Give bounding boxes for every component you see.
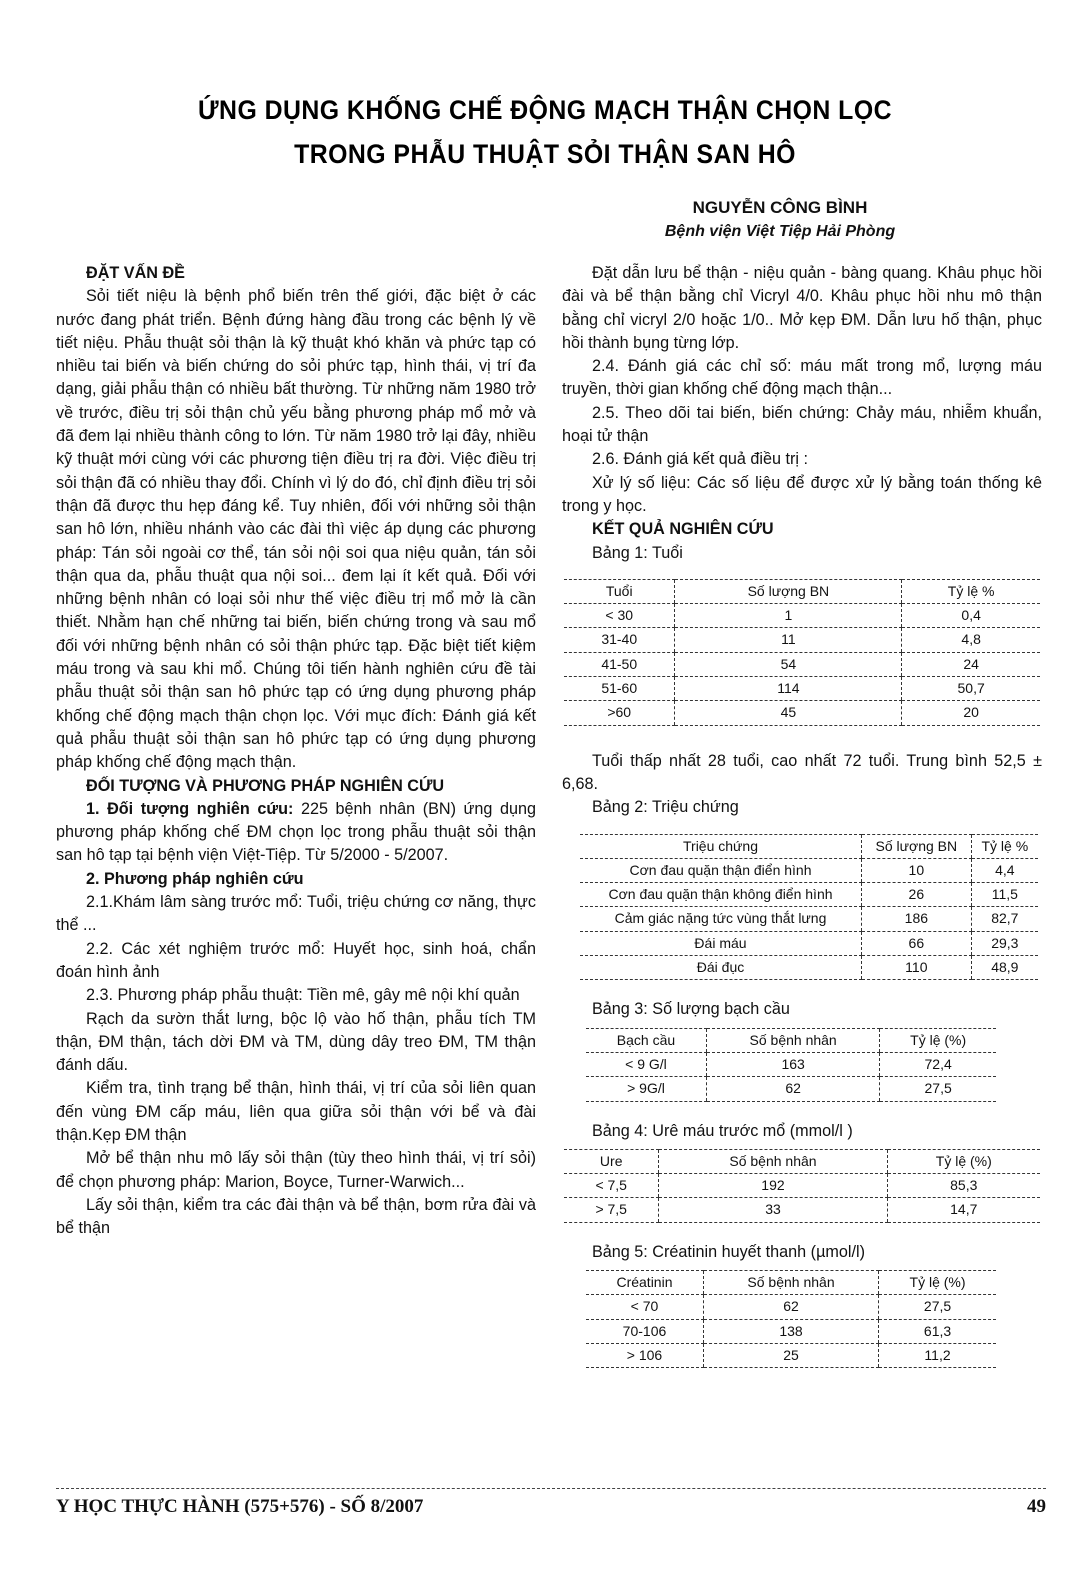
table-cell: 41-50 xyxy=(564,652,675,676)
table-cell: 62 xyxy=(703,1295,878,1319)
table-cell: 54 xyxy=(675,652,902,676)
table-header-cell: Tỷ lệ % xyxy=(971,834,1038,858)
author-affiliation: Bệnh viện Việt Tiệp Hải Phòng xyxy=(664,223,896,240)
table-row xyxy=(586,1343,996,1367)
section-heading-intro: ĐẶT VẤN ĐỀ xyxy=(86,264,185,282)
title-line-1: ỨNG DỤNG KHỐNG CHẾ ĐỘNG MẠCH THẬN CHỌN LỌC xyxy=(197,95,893,125)
table-cell: 62 xyxy=(706,1077,879,1101)
table-header-row xyxy=(564,579,1040,603)
method-2-1: 2.1.Khám lâm sàng trước mổ: Tuổi, triệu chứng cơ năng, thực thể ... xyxy=(56,893,536,935)
table-row xyxy=(586,1052,996,1076)
surgery-step-d: Lấy sỏi thận, kiểm tra các đài thận và bể thận, bơm rửa đài và bể thận xyxy=(56,1195,536,1238)
table-header-row xyxy=(580,834,1038,858)
table-cell: < 9 G/l xyxy=(586,1052,706,1076)
table-header-cell: Số lượng BN xyxy=(862,834,972,858)
table-cell: 20 xyxy=(902,701,1040,725)
table-cell: > 9G/l xyxy=(586,1077,706,1101)
table-header-cell: Créatinin xyxy=(586,1270,703,1294)
table-header-cell: Tỷ lệ (%) xyxy=(887,1149,1040,1173)
table-cell: 48,9 xyxy=(971,956,1038,980)
table-row xyxy=(564,1174,1040,1198)
table-row xyxy=(564,1198,1040,1222)
method-2-2: 2.2. Các xét nghiệm trước mổ: Huyết học, sinh hoá, chẩn đoán hình ảnh xyxy=(56,939,536,981)
table-header-cell: Tuổi xyxy=(564,579,675,603)
table-row xyxy=(580,907,1038,931)
table-5 xyxy=(586,1270,996,1368)
left-column xyxy=(56,262,536,1240)
table-cell: 66 xyxy=(862,931,972,955)
table-cell: 24 xyxy=(902,652,1040,676)
table-row xyxy=(586,1319,996,1343)
table-header-cell: Số bệnh nhân xyxy=(703,1270,878,1294)
table-cell: Cơn đau quặn thận điển hình xyxy=(580,858,862,882)
method-2-5: 2.5. Theo dõi tai biến, biến chứng: Chảy máu, nhiễm khuẩn, hoại tử thận xyxy=(562,403,1042,446)
table-cell: 70-106 xyxy=(586,1319,703,1343)
table-cell: 85,3 xyxy=(887,1174,1040,1198)
table-header-cell: Tỷ lệ (%) xyxy=(880,1028,996,1052)
right-column xyxy=(562,262,1042,1378)
table-4 xyxy=(564,1149,1040,1223)
table-row xyxy=(580,956,1038,980)
table-cell: 11,5 xyxy=(971,883,1038,907)
table-header-cell: Ure xyxy=(564,1149,659,1173)
table-cell: > 7,5 xyxy=(564,1198,659,1222)
surgery-step-c: Mở bể thận nhu mô lấy sỏi thận (tùy theo hình thái, vị trí sỏi) để chọn phương pháp: Marion, Boyce, Turner-Warwich... xyxy=(56,1149,536,1191)
surgery-step-e: Đặt dẫn lưu bể thận - niệu quản - bàng quang. Khâu phục hồi đài và bể thận bằng chỉ Vicryl 4/0. Khâu phục hồi nhu mô thận bằng chỉ vicryl 2/0 hoặc 1/0.. Mở kẹp ĐM. Dẫn lưu hố thận, phục hồi thành bụng từng lớp. xyxy=(562,264,1042,352)
table-row xyxy=(564,604,1040,628)
methods-subheading: 2. Phương pháp nghiên cứu xyxy=(86,869,304,888)
section-heading-methods: ĐỐI TƯỢNG VÀ PHƯƠNG PHÁP NGHIÊN CỨU xyxy=(86,776,445,795)
table-cell: < 70 xyxy=(586,1295,703,1319)
table-row xyxy=(564,677,1040,701)
table-cell: 51-60 xyxy=(564,677,675,701)
table-row xyxy=(580,858,1038,882)
table-cell: 110 xyxy=(862,956,972,980)
subjects-lead: 1. Đối tượng nghiên cứu: xyxy=(86,799,294,818)
section-heading-results: KẾT QUẢ NGHIÊN CỨU xyxy=(592,520,774,539)
table-row xyxy=(564,701,1040,725)
journal-footer: Y HỌC THỰC HÀNH (575+576) - SỐ 8/2007 xyxy=(56,1496,424,1517)
table-cell: 11,2 xyxy=(879,1343,996,1367)
table-header-row xyxy=(586,1028,996,1052)
page-number: 49 xyxy=(1027,1496,1046,1517)
subjects-text: 225 bệnh nhân (BN) ứng dụng phương pháp khống chế ĐM chọn lọc trong phẫu thuật sỏi thận san hô tạp tại bệnh viện Việt-Tiệp. Từ 5/2000 - 5/2007. xyxy=(56,799,536,865)
table-cell: > 106 xyxy=(586,1343,703,1367)
table-cell: 33 xyxy=(659,1198,887,1222)
table-2 xyxy=(580,834,1038,981)
table-cell: < 7,5 xyxy=(564,1174,659,1198)
table-cell: Đái đục xyxy=(580,956,862,980)
table-1 xyxy=(564,579,1040,726)
table-header-cell: Số lượng BN xyxy=(675,579,902,603)
table-cell: 14,7 xyxy=(887,1198,1040,1222)
table-cell: Cảm giác nặng tức vùng thắt lưng xyxy=(580,907,862,931)
title-line-2: TRONG PHẪU THUẬT SỎI THẬN SAN HÔ xyxy=(294,139,796,169)
table-header-row xyxy=(564,1149,1040,1173)
table-cell: 4,8 xyxy=(902,628,1040,652)
subjects-paragraph xyxy=(56,798,536,868)
table-3-caption: Bảng 3: Số lượng bạch cầu xyxy=(592,1000,790,1019)
age-summary: Tuổi thấp nhất 28 tuổi, cao nhất 72 tuổi. Trung bình 52,5 ± 6,68. xyxy=(562,751,1042,793)
table-cell: Đái máu xyxy=(580,931,862,955)
table-row xyxy=(580,931,1038,955)
statistics-paragraph: Xử lý số liệu: Các số liệu để được xử lý bằng toán thống kê trong y học. xyxy=(562,473,1042,515)
table-cell: 45 xyxy=(675,701,902,725)
table-3 xyxy=(586,1028,996,1102)
table-row xyxy=(564,628,1040,652)
table-2-caption: Bảng 2: Triệu chứng xyxy=(592,798,739,817)
table-cell: 27,5 xyxy=(880,1077,996,1101)
table-header-cell: Triệu chứng xyxy=(580,834,862,858)
intro-paragraph: Sỏi tiết niệu là bệnh phổ biến trên thế giới, đặc biệt ở các nước đang phát triển. Bệnh đứng hàng đầu trong các bệnh lý về tiết niệu. Phẫu thuật sỏi thận là kỹ thuật khó khăn và phức tạp có nhiều tai biến và biến chứng do sỏi phức tạp, hình thái, vị trí đa dạng, giải phẫu thận có nhiều bất thường. Từ những năm 1980 trở về trước, điều trị sỏi thận chủ yếu bằng phương pháp mổ mở và đã đem lại nhiều thành công to lớn. Từ năm 1980 trở lại đây, nhiều kỹ thuật mới cùng với các phương tiện điều trị ra đời. Việc điều trị sỏi thận đã có nhiều thay đổi. Chính vì lý do đó, chỉ định điều trị sỏi thận đã được thu hẹp đáng kể. Tuy nhiên, đối với những sỏi thận san hô lớn, nhiều nhánh vào các đài thì việc áp dụng các phương pháp: Tán sỏi ngoài cơ thể, tán sỏi nội soi qua niệu quản, tán sỏi thận qua da, phẫu thuật qua nội soi... đem lại ít kết quả. Đối với những bệnh nhân có loại sỏi như thế việc điều trị mổ mở là cần thiết. Nhằm hạn chế những tai biến, biến chứng trong và sau mổ đối với những bệnh nhân có sỏi thận phức tạp. Đặc biệt tiết kiệm máu trong và sau khi mổ. Chúng tôi tiến hành nghiên cứu đề tài phẫu thuật sỏi thận san hô phức tạp có ứng dụng phương pháp khống chế động mạch thận chọn lọc. Với mục đích: Đánh giá kết quả phẫu thuật sỏi thận san hô phức tạp có ứng dụng phương pháp khống chế động mạch thận. xyxy=(56,287,536,772)
method-2-4: 2.4. Đánh giá các chỉ số: máu mất trong mổ, lượng máu truyền, thời gian khống chế động mạch thận... xyxy=(562,357,1042,399)
table-cell: 0,4 xyxy=(902,604,1040,628)
article-title xyxy=(0,88,1090,176)
author-name: NGUYỄN CÔNG BÌNH xyxy=(692,198,868,217)
table-row xyxy=(580,883,1038,907)
table-row xyxy=(564,652,1040,676)
table-cell: 27,5 xyxy=(879,1295,996,1319)
author-block xyxy=(560,196,1000,244)
table-cell: 50,7 xyxy=(902,677,1040,701)
table-cell: 26 xyxy=(862,883,972,907)
table-1-caption: Bảng 1: Tuổi xyxy=(592,543,683,562)
table-cell: 4,4 xyxy=(971,858,1038,882)
table-cell: 186 xyxy=(862,907,972,931)
method-2-6: 2.6. Đánh giá kết quả điều trị : xyxy=(592,450,808,469)
table-header-cell: Số bệnh nhân xyxy=(659,1149,887,1173)
surgery-step-b: Kiểm tra, tình trạng bể thận, hình thái, vị trí của sỏi liên quan đến vùng ĐM cấp máu, liên qua giữa sỏi thận với bể và đài thận.Kẹp ĐM thận xyxy=(56,1079,536,1144)
table-header-cell: Tỷ lệ (%) xyxy=(879,1270,996,1294)
table-cell: 31-40 xyxy=(564,628,675,652)
table-row xyxy=(586,1077,996,1101)
table-row xyxy=(586,1295,996,1319)
table-cell: 11 xyxy=(675,628,902,652)
table-cell: 163 xyxy=(706,1052,879,1076)
table-cell: 25 xyxy=(703,1343,878,1367)
table-cell: 82,7 xyxy=(971,907,1038,931)
table-cell: 29,3 xyxy=(971,931,1038,955)
table-cell: 72,4 xyxy=(880,1052,996,1076)
footer-divider xyxy=(56,1488,1046,1489)
table-cell: 192 xyxy=(659,1174,887,1198)
table-5-caption: Bảng 5: Créatinin huyết thanh (µmol/l) xyxy=(592,1242,865,1261)
table-header-row xyxy=(586,1270,996,1294)
table-cell: >60 xyxy=(564,701,675,725)
table-header-cell: Số bệnh nhân xyxy=(706,1028,879,1052)
table-cell: 138 xyxy=(703,1319,878,1343)
table-header-cell: Bạch cầu xyxy=(586,1028,706,1052)
surgery-step-a: Rạch da sườn thắt lưng, bộc lộ vào hố thận, phẫu tích TM thận, ĐM thận, tách dời ĐM và TM, dùng dây treo ĐM, TM thận đánh dấu. xyxy=(56,1009,536,1075)
table-cell: < 30 xyxy=(564,604,675,628)
method-2-3: 2.3. Phương pháp phẫu thuật: Tiền mê, gây mê nội khí quản xyxy=(86,986,520,1005)
table-cell: 1 xyxy=(675,604,902,628)
table-header-cell: Tỷ lệ % xyxy=(902,579,1040,603)
table-cell: Cơn đau quặn thận không điển hình xyxy=(580,883,862,907)
table-4-caption: Bảng 4: Urê máu trước mổ (mmol/l ) xyxy=(592,1121,853,1140)
table-cell: 61,3 xyxy=(879,1319,996,1343)
table-cell: 114 xyxy=(675,677,902,701)
table-cell: 10 xyxy=(862,858,972,882)
